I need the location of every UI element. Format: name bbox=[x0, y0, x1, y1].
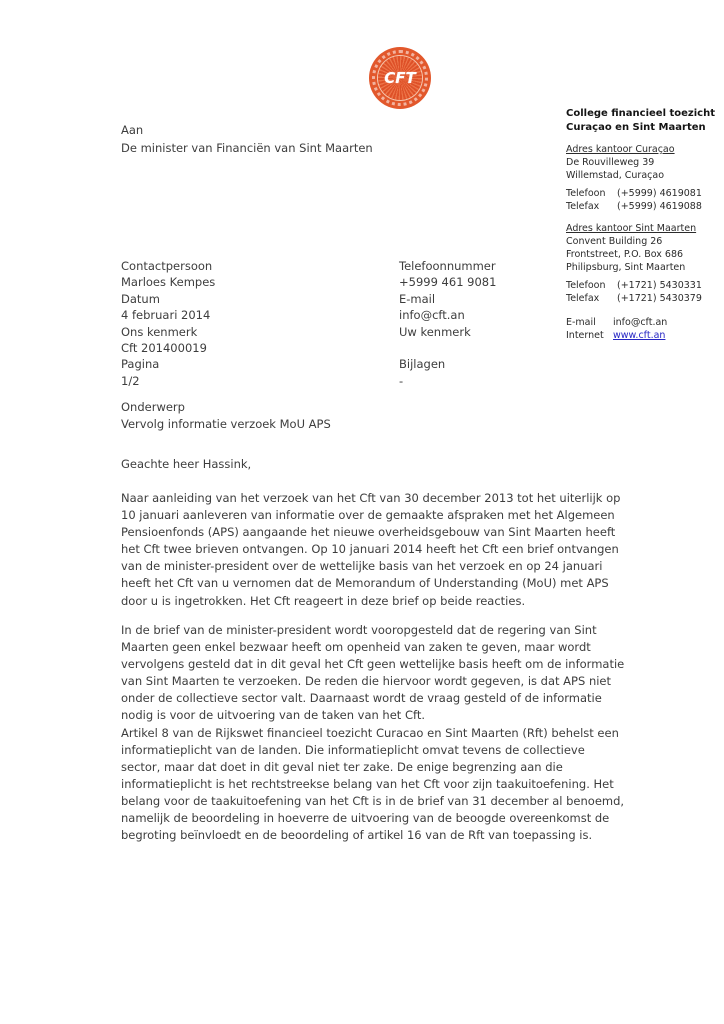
office-sint-maarten-phones bbox=[566, 279, 721, 305]
meta-right-column bbox=[399, 258, 496, 389]
fax-value: (+1721) 5430379 bbox=[617, 293, 702, 304]
recipient-label: Aan bbox=[121, 123, 144, 137]
phone-row bbox=[566, 187, 721, 200]
fax-label: Telefax bbox=[566, 201, 600, 212]
office-curacao-address-line: De Rouvilleweg 39 bbox=[566, 157, 655, 168]
meta-value-uw-kenmerk bbox=[399, 340, 496, 356]
logo-monogram: CFT bbox=[384, 69, 416, 87]
recipient-name: De minister van Financiën van Sint Maarten bbox=[121, 140, 373, 155]
subject-label: Onderwerp bbox=[121, 400, 185, 414]
logo-sunburst bbox=[378, 56, 422, 100]
meta-label-email: E-mail bbox=[399, 291, 436, 306]
fax-label: Telefax bbox=[566, 293, 600, 304]
meta-label-uw-kenmerk: Uw kenmerk bbox=[399, 324, 471, 339]
phone-value: (+1721) 5430331 bbox=[617, 280, 702, 291]
meta-label-datum: Datum bbox=[121, 291, 160, 306]
email-row bbox=[566, 316, 721, 329]
meta-value-pagina: 1/2 bbox=[121, 373, 140, 388]
meta-label-bijlagen: Bijlagen bbox=[399, 357, 446, 372]
body-paragraph-group bbox=[121, 622, 626, 844]
office-sint-maarten-address-line: Philipsburg, Sint Maarten bbox=[566, 262, 686, 273]
email-label: E-mail bbox=[566, 317, 596, 328]
meta-left-column bbox=[121, 258, 215, 389]
office-sint-maarten bbox=[566, 222, 721, 305]
office-curacao-phones bbox=[566, 187, 721, 213]
email-value: info@cft.an bbox=[613, 317, 668, 328]
internet-label: Internet bbox=[566, 330, 604, 341]
subject-block bbox=[121, 399, 331, 433]
fax-row bbox=[566, 200, 721, 213]
body-paragraph-3: Artikel 8 van de Rijkswet financieel toezicht Curacao en Sint Maarten (Rft) behelst een informatieplicht van de landen. Die informatieplicht omvat tevens de collectieve sector, maar dat doet in dit geval niet ter zake. De enige begrenzing aan die informatieplicht is het rechtstreekse belang van het Cft voor zijn taakuitoefening. Het belang voor de taakuitoefening van het Cft is in de brief van 31 december al benoemd, namelijk de beoordeling in hoeverre de uitvoering van de beoogde overeenkomst de begroting beïnvloedt en de beoordeling of artikel 16 van de Rft van toepassing is. bbox=[121, 725, 625, 843]
salutation: Geachte heer Hassink, bbox=[121, 457, 252, 471]
phone-label: Telefoon bbox=[566, 188, 606, 199]
fax-row bbox=[566, 292, 721, 305]
office-curacao bbox=[566, 143, 721, 213]
meta-label-contactpersoon: Contactpersoon bbox=[121, 259, 213, 273]
meta-value-telefoonnummer: +5999 461 9081 bbox=[399, 275, 497, 290]
meta-value-contactpersoon: Marloes Kempes bbox=[121, 275, 216, 290]
office-curacao-heading: Adres kantoor Curaçao bbox=[566, 144, 675, 155]
body-paragraph-2: In de brief van de minister-president wordt vooropgesteld dat de regering van Sint Maarten geen enkel bezwaar heeft om openheid van zaken te geven, maar wordt vervolgens gesteld dat in dit geval het Cft geen wettelijke basis heeft om de informatie van Sint Maarten te verzoeken. De reden die hiervoor wordt gegeven, is dat APS niet onder de collectieve sector valt. Daarnaast wordt de vraag gesteld of de informatie nodig is voor de uitvoering van de taken van het Cft. bbox=[121, 623, 625, 723]
org-name-line2: Curaçao en Sint Maarten bbox=[566, 121, 706, 133]
website-link[interactable]: www.cft.an bbox=[613, 330, 666, 341]
subject-value: Vervolg informatie verzoek MoU APS bbox=[121, 417, 331, 431]
meta-label-telefoonnummer: Telefoonnummer bbox=[399, 259, 496, 273]
phone-value: (+5999) 4619081 bbox=[617, 188, 702, 199]
office-curacao-address-line: Willemstad, Curaçao bbox=[566, 170, 665, 181]
office-sint-maarten-heading: Adres kantoor Sint Maarten bbox=[566, 223, 697, 234]
phone-label: Telefoon bbox=[566, 280, 606, 291]
phone-row bbox=[566, 279, 721, 292]
meta-value-bijlagen: - bbox=[399, 373, 404, 388]
org-info-column bbox=[566, 107, 721, 342]
fax-value: (+5999) 4619088 bbox=[617, 201, 702, 212]
office-sint-maarten-address-line: Frontstreet, P.O. Box 686 bbox=[566, 249, 684, 260]
meta-value-datum: 4 februari 2014 bbox=[121, 308, 211, 323]
recipient-block bbox=[121, 122, 373, 157]
org-name-line1: College financieel toezicht bbox=[566, 108, 716, 119]
body-paragraph-1: Naar aanleiding van het verzoek van het Cft van 30 december 2013 tot het uiterlijk op 10 januari aanleveren van informatie over de gemaakte afspraken met het Algemeen Pensioenfonds (APS) aangaande het nieuwe overheidsgebouw van Sint Maarten heeft het Cft twee brieven ontvangen. Op 10 januari 2014 heeft het Cft een brief ontvangen van de minister-president over de wettelijke basis van het verzoek en op 24 januari heeft het Cft van u vernomen dat de Memorandum of Understanding (MoU) met APS door u is ingetrokken. Het Cft reageert in deze brief op beide reacties. bbox=[121, 491, 621, 608]
internet-row bbox=[566, 329, 721, 342]
meta-value-email: info@cft.an bbox=[399, 308, 465, 323]
meta-label-pagina: Pagina bbox=[121, 357, 160, 372]
cft-logo bbox=[369, 47, 431, 109]
meta-value-ons-kenmerk: Cft 201400019 bbox=[121, 340, 207, 355]
org-contact-block bbox=[566, 316, 721, 342]
office-sint-maarten-address-line: Convent Building 26 bbox=[566, 236, 663, 247]
meta-label-ons-kenmerk: Ons kenmerk bbox=[121, 324, 198, 339]
